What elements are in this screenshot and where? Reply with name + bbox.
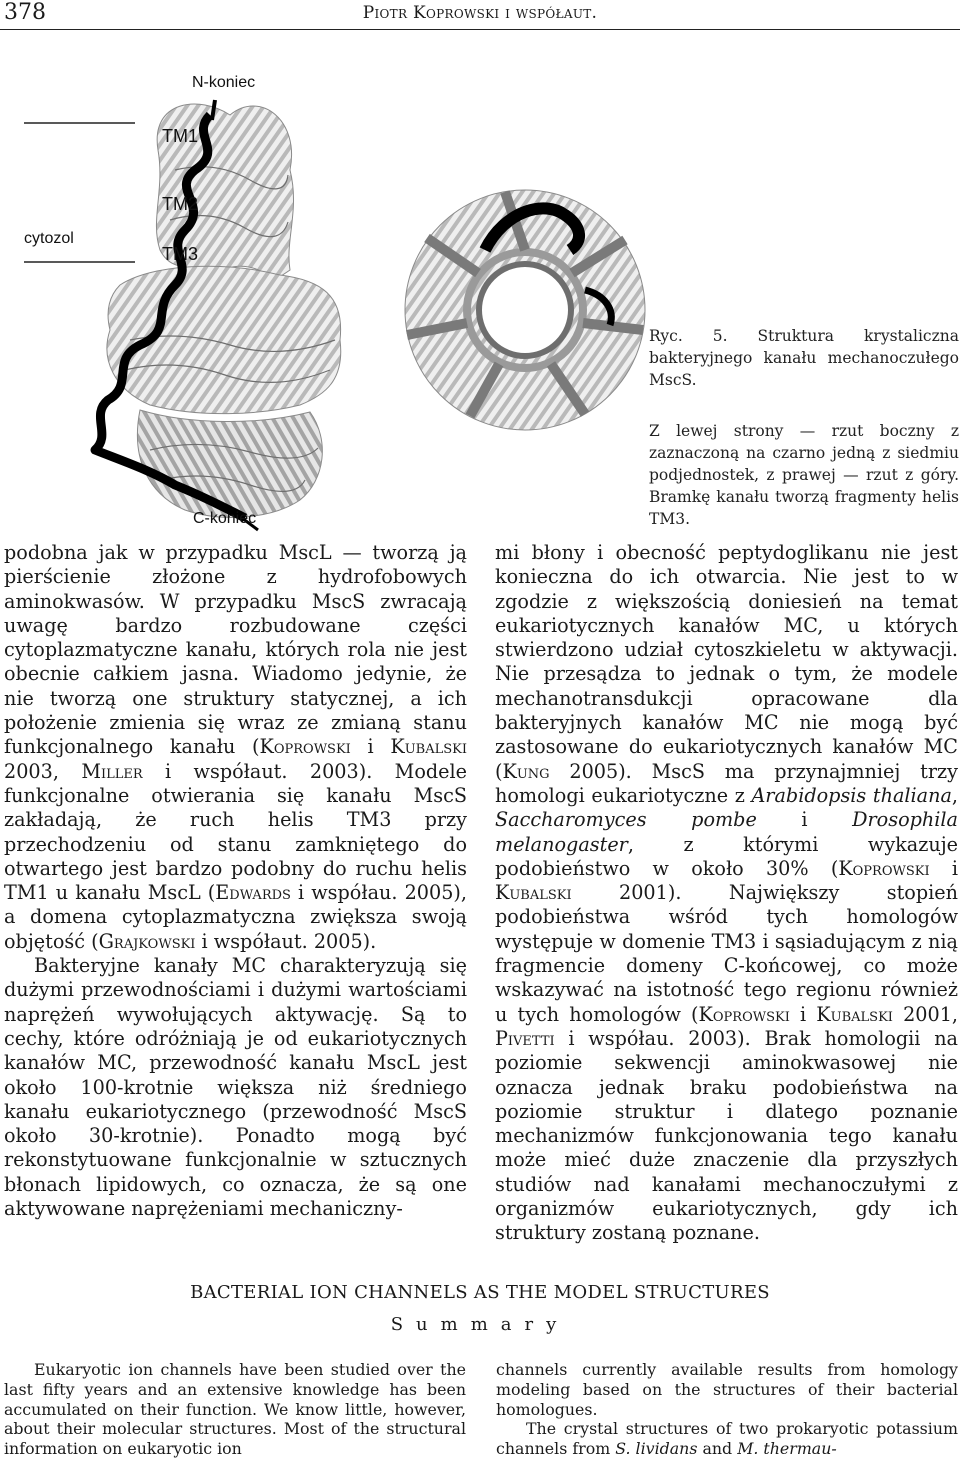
species-name: S. lividans xyxy=(615,1439,698,1459)
header-rule xyxy=(0,29,960,30)
citation-author: Pivetti xyxy=(495,1026,555,1050)
citation-author: Kung xyxy=(502,759,550,783)
protein-structure-illustration xyxy=(0,40,650,540)
citation-author: Koprowski xyxy=(698,1002,790,1026)
citation-author: Miller xyxy=(81,759,143,783)
label-c-terminus: C-koniec xyxy=(193,510,257,527)
label-cytozol: cytozol xyxy=(24,230,74,247)
citation-author: Koprowski xyxy=(259,735,351,759)
side-view-structure xyxy=(95,100,341,530)
citation-author: Kubalski xyxy=(816,1002,893,1026)
summary-heading: Summary xyxy=(390,1314,570,1335)
summary-title: BACTERIAL ION CHANNELS AS THE MODEL STRUCTURES xyxy=(190,1282,770,1303)
species-name: Drosophila melanogaster xyxy=(495,808,958,856)
figure-mscs-structure xyxy=(0,40,650,540)
figure-caption-body: Z lewej strony — rzut boczny z zaznaczoną na czarno jedną z siedmiu podjednostek, z prawej — rzut z góry. Bramkę kanału tworzą fragmenty helis TM3. xyxy=(649,422,959,528)
left-column xyxy=(4,541,467,1221)
page-number: 378 xyxy=(4,0,46,25)
summary-left-paragraph: Eukaryotic ion channels have been studied over the last fifty years and an extensive knowledge has been accumulated on their function. We know little, however, about their molecular structures. Most of the structural information on eukaryotic ion xyxy=(4,1360,466,1459)
species-name: Arabidopsis thaliana xyxy=(751,783,952,807)
page-header xyxy=(0,0,960,28)
label-tm3: TM3 xyxy=(162,244,198,264)
species-name: M. thermau- xyxy=(737,1439,837,1459)
citation-author: Kubalski xyxy=(495,881,572,905)
species-name: Saccharomyces pombe xyxy=(495,808,757,832)
figure-caption-title: Ryc. 5. Struktura krystaliczna bakteryjnego kanału mechanoczułego MscS. xyxy=(649,327,959,389)
running-title: Piotr Koprowski i współaut. xyxy=(362,3,598,23)
citation-author: Kubalski xyxy=(390,735,467,759)
summary-right-paragraph-2: The crystal structures of two prokaryotic potassium channels from S. lividans and M. thermau- xyxy=(496,1419,958,1459)
summary-right-paragraph-1: channels currently available results from homology modeling based on the structures of their bacterial homologues. xyxy=(496,1360,958,1419)
summary-left-column xyxy=(4,1360,466,1459)
label-n-terminus: N-koniec xyxy=(192,74,256,91)
summary-right-column xyxy=(496,1360,958,1459)
label-tm2: TM2 xyxy=(162,194,198,214)
left-paragraph-1: podobna jak w przypadku MscL — tworzą ją pierścienie złożone z hydrofobowych aminokwasów. W przypadku MscS zwracają uwagę bardzo rozbudowane części cytoplazmatyczne kanału, których rola nie jest obecnie całkiem jasna. Wiadomo jedynie, że nie tworzą one struktury statycznej, a ich położenie zmienia się wraz ze zmianą stanu funkcjonalnego kanału (Koprowski i Kubalski 2003, Miller i współaut. 2003). Modele funkcjonalne otwierania się kanału MscS zakładają, że ruch helis TM3 przy przechodzeniu od stanu zamkniętego do otwartego jest bardzo podobny do ruchu helis TM1 u kanału MscL (Edwards i współau. 2005), a domena cytoplazmatyczna zwiększa swoją objętość (Grajkowski i współaut. 2005). xyxy=(4,541,468,953)
left-paragraph-2: Bakteryjne kanały MC charakteryzują się dużymi przewodnościami i dużymi wartościami naprężeń wywołujących aktywację. Są to cechy, które odróżniają je od eukariotycznych kanałów MC, przewodność kanału MscL jest około 100-krotnie większa niż średniego kanału eukariotycznego (przewodność MscS około 30-krotnie). Ponadto mogą być rekonstytuowane funkcjonalnie w sztucznych błonach lipidowych, co oznacza, że są one aktywowane naprężeniami mechaniczny- xyxy=(4,954,467,1221)
right-paragraph-1: mi błony i obecność peptydoglikanu nie jest konieczna do ich otwarcia. Nie jest to w zgodzie z większością doniesień na temat eukariotycznych kanałów MC, u których stwierdzono udział cytoszkieletu w aktywacji. Nie przesądza to jednak o tym, że modele mechanotransdukcji opracowane dla bakteryjnych kanałów MC nie mogą być zastosowane do eukariotycznych kanałów MC (Kung 2005). MscS ma przynajmniej trzy homologi eukariotyczne z Arabidopsis thaliana, Saccharomyces pombe i Drosophila melanogaster, z którymi wykazuje podobieństwo w około 30% (Koprowski i Kubalski 2001). Największy stopień podobieństwa wśród tych homologów występuje w domenie TM3 i sąsiadującym z nią fragmencie domeny C-końcowej, co może wskazywać na istotność tego regionu również u tych homologów (Koprowski i Kubalski 2001, Pivetti i współau. 2003). Brak homologii na poziomie sekwencji aminokwasowej nie oznacza jednak braku podobieństwa na poziomie struktur i dlatego poznanie mechanizmów funkcjonowania tego kanału może mieć duże znaczenie dla przyszłych studiów nad kanałami mechanoczułymi z organizmów eukariotycznych, gdy ich struktury zostaną poznane. xyxy=(495,541,958,1245)
citation-author: Edwards xyxy=(215,881,291,905)
right-column xyxy=(495,541,958,1246)
citation-author: Grajkowski xyxy=(98,929,196,953)
label-tm1: TM1 xyxy=(162,126,198,146)
top-view-structure xyxy=(405,190,645,430)
citation-author: Koprowski xyxy=(838,856,930,880)
